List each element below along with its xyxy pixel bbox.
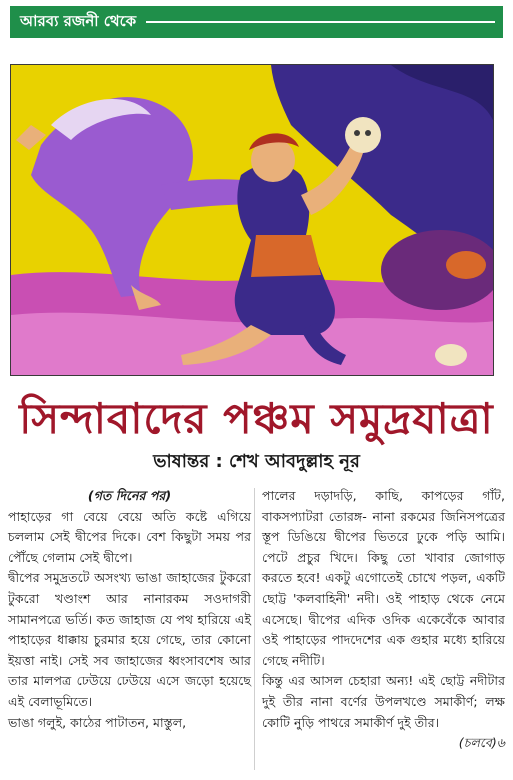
paragraph: পালের দড়াদড়ি, কাছি, কাপড়ের গাঁট, বাকসপ্যাটরা তোরঙ্গ- নানা রকমের জিনিসপত্রের স্তূপ ডিঙিয়ে দ্বীপের ভিতরে ঢুকে পড়ি আমি। পেটে প্রচুর খিদে। কিছু তো খাবার জোগাড় করতে হবে! একটু এগোতেই চোখে পড়ল, একটি ছোট্ট 'কলবাহিনী' নদী। ওই পাহাড় থেকে নেমে এসেছে। দ্বীপের এদিক ওদিক একেবেঁকে আবার ওই পাহাড়ের পাদদেশের এক গুহার মধ্যে হারিয়ে গেছে নদীটি।: [262, 488, 505, 668]
continued-note: (চলবে)৬: [458, 735, 505, 751]
illustration-graphic: [11, 65, 494, 376]
paragraph: কিন্তু এর আসল চেহারা অন্য! এই ছোট্ট নদীটার দুই তীর নানা বর্ণের উপলখণ্ডে সমাকীর্ণ; লক্ষ কোটি নুড়ি পাথরে সমাকীর্ণ দুই তীর।: [262, 673, 505, 730]
banner-rule: [146, 21, 495, 23]
left-column: [8, 486, 251, 733]
byline: ভাষান্তর : শেখ আবদুল্লাহ নূর: [153, 451, 360, 472]
series-banner: [10, 6, 503, 38]
paragraph: দ্বীপের সমুদ্রতটে অসংখ্য ভাঙা জাহাজের টুকরো টুকরো খণ্ডাংশ আর নানারকম সওদাগরী সামানপত্রে ভর্তি। কত জাহাজ যে পথ হারিয়ে এই পাহাড়ের ধাক্কায় চুরমার হয়ে গেছে, তার কোনো ইয়ত্তা নাই। সেই সব জাহাজের ধ্বংসাবশেষ আর তার মালপত্র ঢেউয়ে ঢেউয়ে এসে জড়ো হয়েছে এই বেলাভূমিতে।: [8, 570, 251, 709]
right-column: [262, 486, 505, 754]
previous-note: (গত দিনের পর): [87, 488, 172, 503]
paragraph: ভাঙা গলুই, কাঠের পাটাতন, মাস্তুল,: [8, 714, 187, 730]
story-illustration: [10, 64, 494, 376]
column-divider: [254, 488, 255, 770]
story-title: সিন্দাবাদের পঞ্চম সমুদ্রযাত্রা: [19, 394, 494, 443]
paragraph: পাহাড়ের গা বেয়ে বেয়ে অতি কষ্টে এগিয়ে চললাম সেই দ্বীপের দিকে। বেশ কিছুটা সময় পর পৌঁছে গেলাম সেই দ্বীপে।: [8, 508, 251, 565]
series-label: আরব্য রজনী থেকে: [20, 11, 137, 30]
